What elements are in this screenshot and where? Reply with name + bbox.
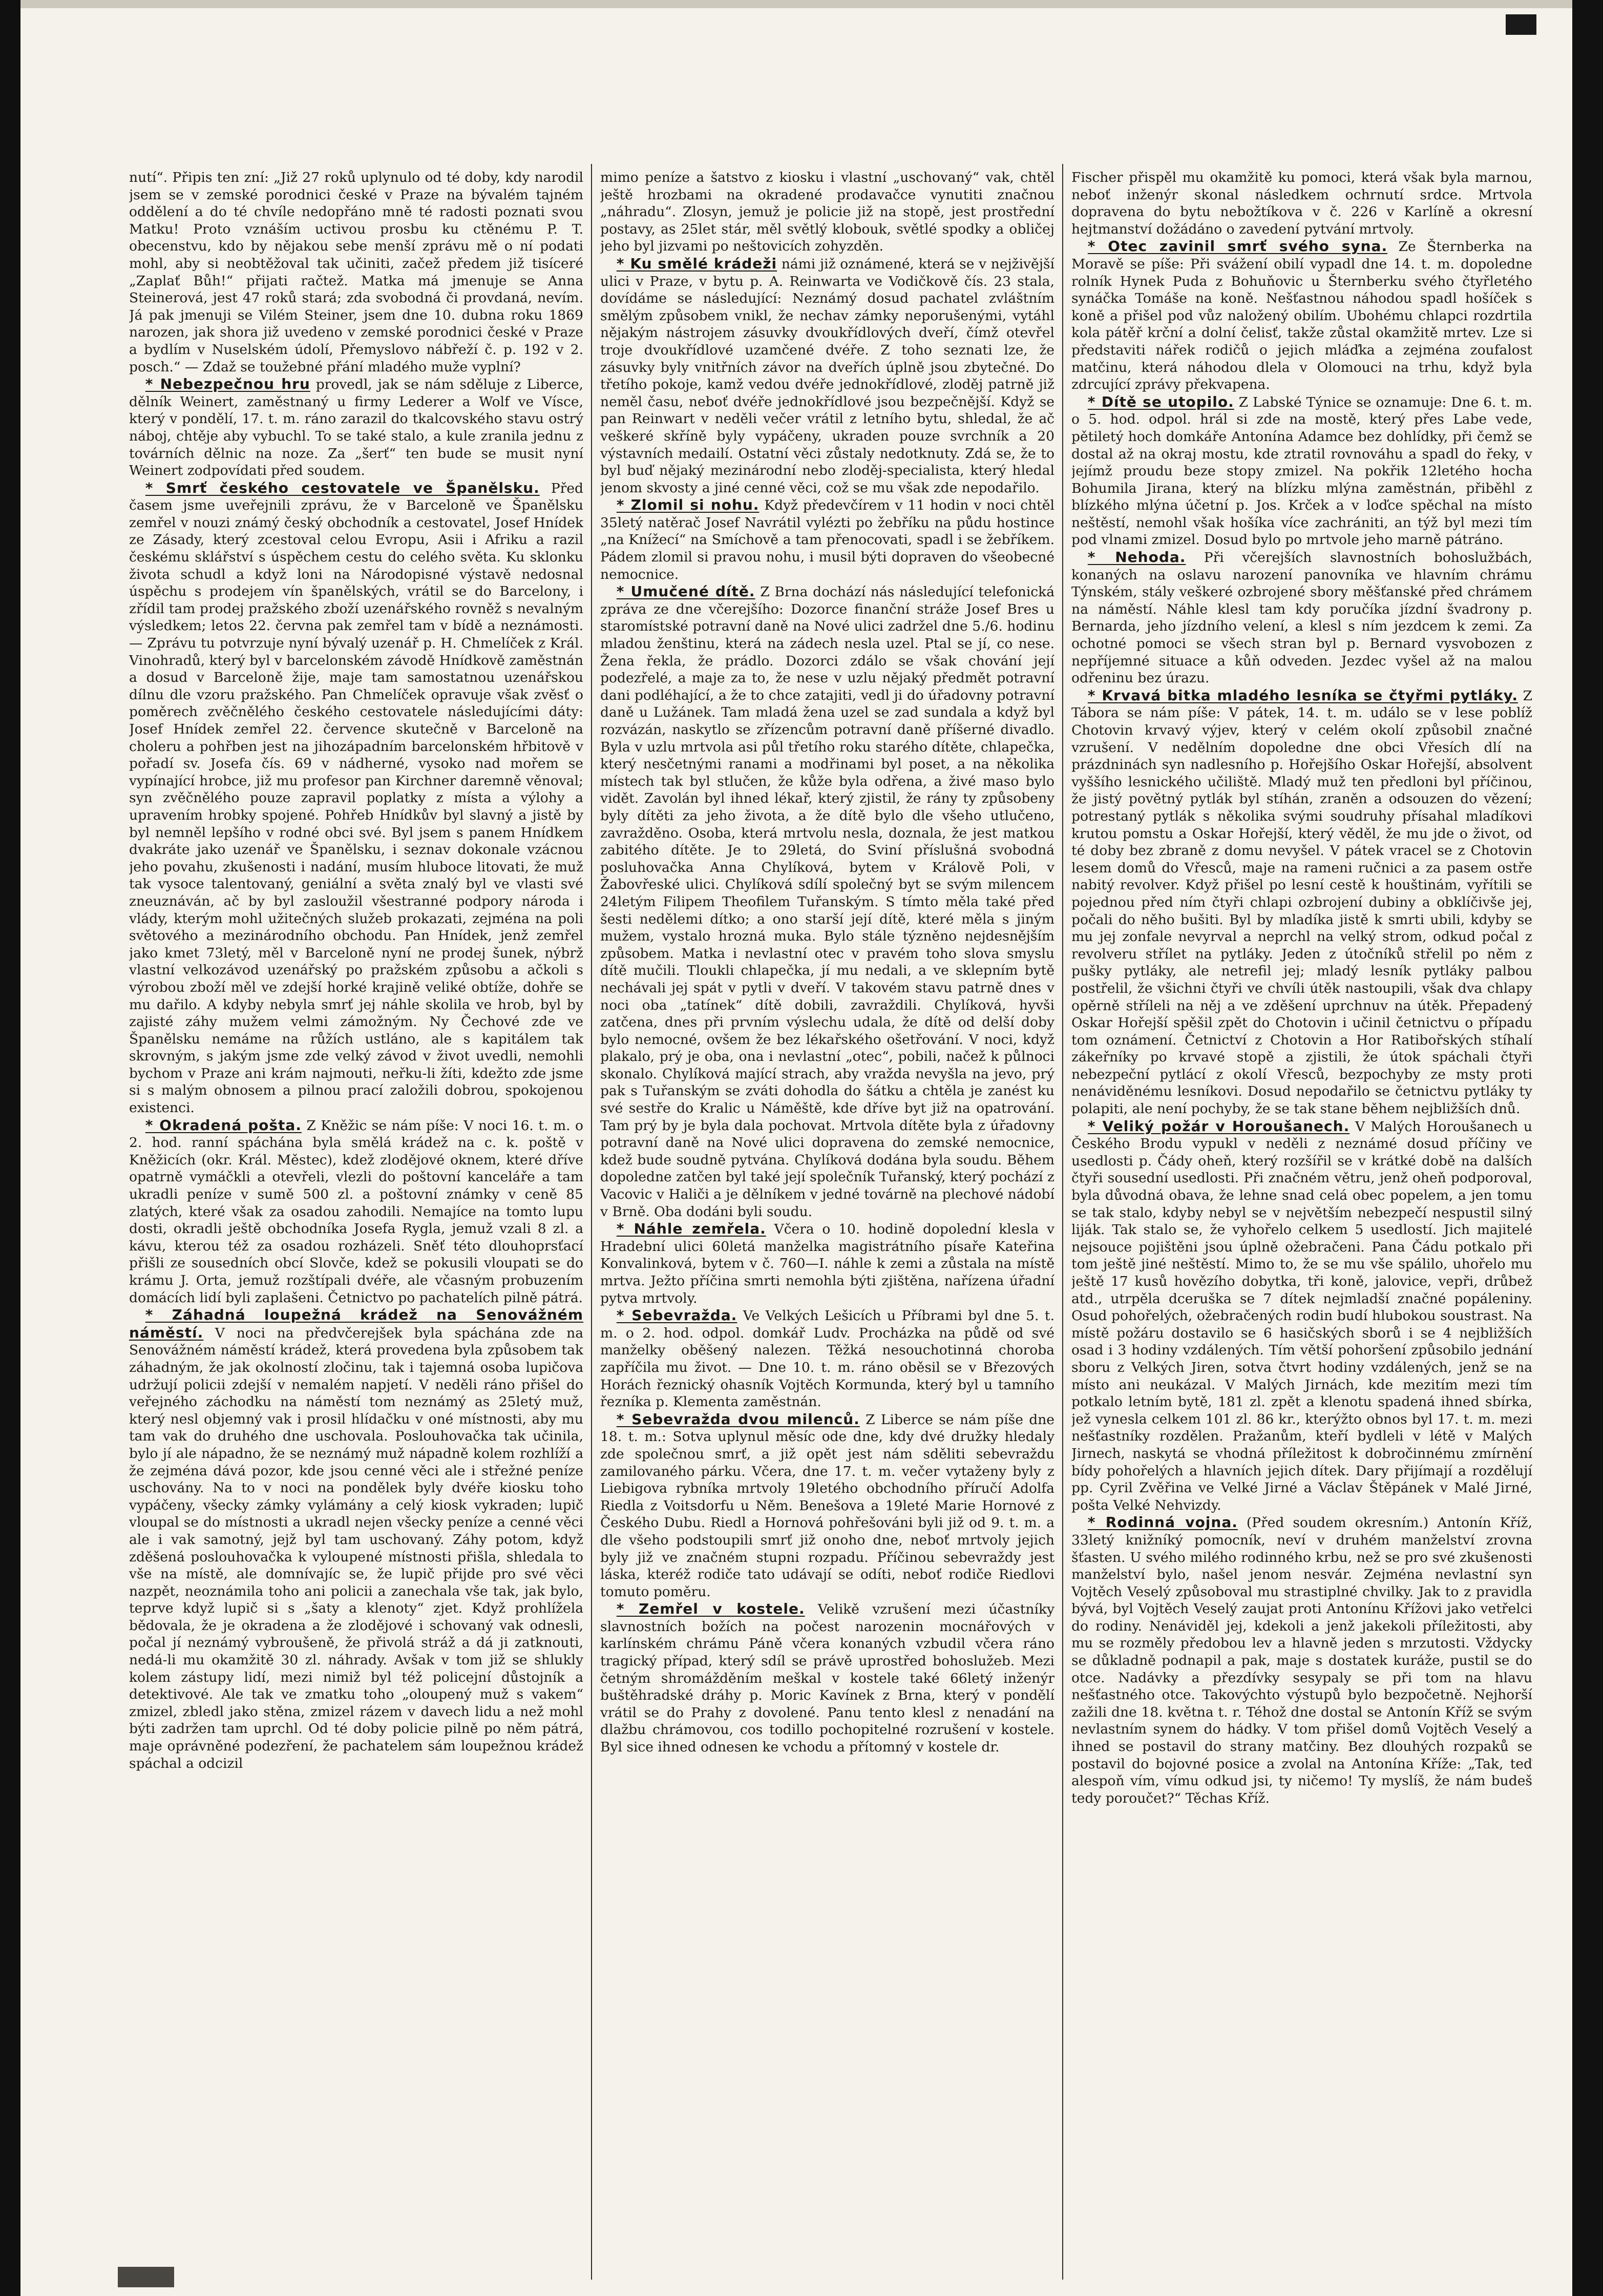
article-headline: * Rodinná vojna. [1087,1514,1238,1531]
article-body: V Malých Horoušanech u Českého Brodu vypukl v neděli z neznámé dosud příčiny ve usedlosti p. Čády oheň, který rozšířil se v krátké době na dalších čtyři sousední usedlosti. Při značném větru, jenž oheň podporoval, byla důvodná obava, že lehne snad celá obec popelem, a jen tomu se tak stalo, kdyby nebyl se v největším nebezpečí nespustil silný liják. Tak stalo se, že vyhořelo celkem 5 usedlostí. Jich majitelé nejsouce pojištěni jsou úplně ožebračeni. Pana Čádu potkalo při tom ještě jiné neštěstí. Mimo to, že se mu vše spálilo, uhořelo mu ještě 17 kusů hovězího dobytka, tři koně, jalovice, vepři, drůbež atd., utrpěla dceruška se 7 dítek nejmladší značné popáleniny. Osud pohořelých, ožebračených rodin budí hlubokou soustrast. Na místě požáru dostavilo se 6 hasičských sborů i se 4 nejbližších osad i 3 hodiny vzdálených. Tím větší pohoršení způsobilo jednání sboru z Velkých Jiren, sotva čtvrt hodiny vzdálených, jenž se na místo ani neukázal. V Malých Jirnách, kde mezitím mezi tím potkalo letním bytě, 181 zl. zpět a klenotu spadená ihned sbírka, jež vynesla celkem 101 zl. 86 kr., kterýžto obnos byl 17. t. m. mezi nešťastníky rozdělen. Pražanům, kteří bydleli v létě v Malých Jirnech, naskytá se vhodná příležitost k dobročinnému zmírnění bídy pohořelých a hlavních jejich dítek. Dary přijímají a rozdělují pp. Cyril Zvěřina ve Velké Jirné a Václav Štěpánek v Malé Jirné, pošta Velké Nehvizdy. [1071,1118,1532,1513]
article-body: Z Kněžic se nám píše: V noci 16. t. m. o 2. hod. ranní spáchána byla smělá krádež na c. k. poště v Kněžicích (okr. Král. Městec), kdež zlodějové oknem, které dříve opatrně vymáčkli a otevřeli, vlezli do poštovní kanceláře a tam ukradli peníze v sumě 500 zl. a poštovní známky v ceně 85 zlatých, které však za osadou zahodili. Nemajíce na tomto lupu dosti, okradli ještě obchodníka Josefa Rygla, jemuž vzali 8 zl. a kávu, kterou též za osadou rozházeli. Sněť této dlouhoprsťací přišli ze sousedních obcí Slovče, kdež se pokusili vloupati se do krámu J. Orta, jemuž rozštípali dvéře, ale včasným probuzením domácích lidí byli zaplašeni. Četnictvo po pachatelích pilně pátrá. [129,1117,583,1306]
article-body: Před časem jsme uveřejnili zprávu, že v Barceloně ve Španělsku zemřel v nouzi známý český obchodník a cestovatel, Josef Hnídek ze Zásady, který zcestoval celou Evropu, Asii i Afriku a razil českému sklářství s úspěchem cestu do celého světa. Ku sklonku života schudl a když loni na Národopisné výstavě nedosnal úspěchu s prodejem vín španělských, vrátil se do Barcelony, i zřídil tam prodej pražského zboží uzenářského rovněž s nevalným výsledkem; letos 22. června pak zemřel tam v bídě a neznámosti. — Zprávu tu potvrzuje nyní bývalý uzenář p. H. Chmelíček z Král. Vinohradů, který byl v barcelonském závodě Hnídkově zaměstnán a dosud v Barceloně žije, maje tam samostatnou uzenářskou dílnu dle vzoru pražského. Pan Chmelíček opravuje však zvěsť o poměrech zvěčnělého českého cestovatele následujícími dáty: Josef Hnídek zemřel 22. července skutečně v Barceloně na choleru a pohřben jest na jihozápadním barcelonském hřbitově v pořadí sv. Josefa čís. 69 v nádherné, vysoko nad mořem se vypínající hrobce, již mu profesor pan Kirchner daremně věnoval; syn zvěčnělého pouze zapravil poplatky z místa a výlohy a upravením hrobky spojené. Pohřeb Hnídkův byl slavný a jistě by byl nemněl lepšího v rodné obci své. Byl jsem s panem Hnídkem dvakráte jako uzenář ve Španělsku, i seznav dokonale vzácnou jeho povahu, zkušenosti i nadání, musím hluboce litovati, že muž tak vysoce talentovaný, geniální a světa znalý byl ve vlasti své zneuznáván, ač by byl zasloužil všestranné podpory národa i vlády, kterým mohl užitečných služeb prokazati, zejména na poli světového a mezinárodního obchodu. Pan Hnídek, jenž zemřel jako kmet 73letý, měl v Barceloně nyní ne prodej šunek, nýbrž vlastní velkozávod uzenářský po pražském způsobu a ačkoli s výrobou zboží měl ve zdejší horké krajině veliké obtíže, dohře se mu dařilo. A kdyby nebyla smrť jej náhle skolila ve hrob, byl by zajisté záhy mužem velmi zámožným. Ny Čechové zde ve Španělsku nemáme na růžích ustláno, ale s kapitálem tak skrovným, s jakým jsme zde velký závod v život uvedli, nemohli bychom v Praze ani krám najmouti, neřku-li žíti, kdežto zde jsme si s malým obnosem a pilnou prací založili dobrou, spokojenou existenci. [129,480,583,1116]
text-column-2 [600,169,1054,2280]
article [1071,169,1532,238]
article [600,496,1054,583]
article [129,169,583,375]
article-headline: * Umučené dítě. [616,583,755,600]
article-headline: * Smrť českého cestovatele ve Španělsku. [145,479,540,496]
article [1071,549,1532,687]
text-column-1 [129,169,583,2280]
article-headline: * Nehoda. [1087,549,1186,566]
article-headline: * Okradená pošta. [145,1116,302,1134]
scan-edge-top [20,0,1572,8]
text-column-3 [1071,169,1532,2280]
article [129,1117,583,1307]
article-body: Velikě vzrušení mezi účastníky slavnostních božích na počest narozenin mocnářových v karlínském chrámu Páně včera konaných vzbudil včera ráno tragický případ, který sdíl se právě uprostřed bohoslužeb. Mezi četným shromážděním meškal v kostele také 66letý inženýr buštěhradské dráhy p. Moric Kavínek z Brna, který v pondělí vrátil se do Prahy z dovolené. Panu tento klesl z nenadání na dlažbu chrámovou, cos todillo pochopitelné rozrušení v kostele. Byl sice ihned odnesen ke vchodu a přítomný v kostele dr. [600,1601,1054,1756]
article-body: (Před soudem okresním.) Antonín Kříž, 33letý knižníký pomocník, neví v druhém manželství zrovna šťasten. U svého milého rodinného krbu, než se pro své zkušenosti manželství bylo, našel jenom nesvár. Zejména nevlastní syn Vojtěch Veselý způsoboval mu strastiplné chvilky. Jak to z pravidla bývá, byl Vojtěch Veselý zaujat proti Antonínu Křížovi jako vetřelci do rodiny. Nenáviděl jej, kdekoli a jenž jakekoli příležitosti, aby mu se rozměly předobou lev a hlavně jeden s mrzutosti. Vždycky se důkladně podnapil a pak, maje s dostatek kuráže, pustil se do otce. Nadávky a přezdívky sesypaly se při tom na hlavu nešťastného otce. Takovýchto výstupů bylo bezpočetně. Nejhorší zažili dne 18. května t. r. Téhož dne dostal se Antonín Kříž se svým nevlastním synem do hádky. V tom přišel domů Vojtěch Veselý a ihned se postavil do strany matčiny. Bez dlouhých rozpaků se postavil do bojovné posice a zvolal na Antonína Kříže: „Tak, teď alespoň vím, vímu odkud jsi, ty ničemo! Ty myslíš, že nám budeš tedy poroučet?“ Těchas Kříž. [1071,1515,1532,1806]
article-body: provedl, jak se nám sděluje z Liberce, dělník Weinert, zaměstnaný u firmy Lederer a Wolf ve Vísce, který v pondělí, 17. t. m. ráno zarazil do tkalcovského stavu ostrý náboj, chtěje aby vybuchl. To se také stalo, a kule zranila jednu z továrních dělnic na noze. Za „šerť“ ten bude se musit nyní Weinert zodpovídati před soudem. [129,377,583,479]
article-body: Při včerejších slavnostních bohoslužbách, konaných na oslavu narození panovníka ve hlavním chrámu Týnském, stály veškeré ozbrojené sbory měšťanské před chrámem na náměstí. Náhle klesl tam kdy poručíka jízdní švadrony p. Bernarda, jeho jízdního velení, a klesl s ním jezdcem k zemi. Za ochotné pomoci se všech stran byl p. Bernard vysvobozen z nepříjemné situace a kůň odveden. Jezdec vyšel až na malou odřeninu bez úrazu. [1071,550,1532,686]
article [1071,238,1532,393]
article-headline: * Nebezpečnou hru [145,375,310,393]
article-headline: * Sebevražda. [616,1307,737,1324]
article [600,583,1054,1220]
article-body: Fischer přispěl mu okamžitě ku pomoci, která však byla marnou, neboť inženýr skonal následkem ochrnutí srdce. Mrtvola dopravena do bytu nebožtíkova v č. 226 v Karlíně a okresní hejtmanství dožádáno o zavedení pytvání mrtvoly. [1071,170,1532,237]
article [129,1306,583,1772]
article-headline: * Náhle zemřela. [616,1220,766,1238]
scan-edge-left [0,0,20,2296]
article [129,479,583,1117]
article-body: mimo peníze a šatstvo z kiosku i vlastní „uschovaný“ vak, chtěl ještě hrozbami na okradené prodavačce vynutiti značnou „náhradu“. Zlosyn, jemuž je policie již na stopě, jest prostřední postavy, as 25let stár, měl světlý klobouk, světlé spodky a obličej jeho byl jizvami po neštovicích zohyzděn. [600,170,1054,255]
article [1071,1118,1532,1514]
article-headline: * Zlomil si nohu. [616,496,760,514]
article-body: nutí“. Připis ten zní: „Již 27 roků uplynulo od té doby, kdy narodil jsem se v zemské porodnici české v Praze na bývalém tajném oddělení a do té chvíle nedopřáno mně té radosti poznati svou Matku! Proto vznáším uctivou prosbu ku ctěnému P. T. obecenstvu, kdo by nějakou sebe menší zprávu mě o ní podati mohl, aby si neobtěžoval tak učiniti, začež předem již tisíceré „Zaplať Bůh!“ přijati račtež. Matka má jmenuje se Anna Steinerová, jest 47 roků stará; zda svobodná či provdaná, nevím. Já pak jmenuji se Vilém Steiner, jsem dne 10. dubna roku 1869 narozen, jak shora již uvedeno v zemské porodnici české v Praze a bydlím v Nuselském údolí, Přemyslovo nábřeží č. p. 192 v 2. posch.“ — Zdaž se toužebné přání mladého muže vyplní? [129,170,583,375]
article-headline: * Záhadná loupežná krádež na Senovážném náměstí. [129,1306,583,1341]
article-headline: * Veliký požár v Horoušanech. [1087,1117,1350,1135]
article [1071,1514,1532,1807]
article-body: Ze Šternberka na Moravě se píše: Při svážení obilí vypadl dne 14. t. m. dopoledne rolník Hynek Puda z Bohuňovic u Šternberku svého čtyřletého synáčka Tomáše na koně. Nešťastnou náhodou spadl hošíček s koně a přišel pod vůz naložený obilím. Ubohému chlapci rozdrtila kola pátěř krční a dolní čelisť, takže zůstal okamžitě mrtev. Lze si představiti nářek rodičů o jejich mláďka a zejména zoufalost matčinu, která náhodou dlela v Olomouci na trhu, když byla zdrcující zprávy překvapena. [1071,239,1532,393]
article-headline: * Otec zavinil smrť svého syna. [1087,238,1388,255]
article [600,1600,1054,1756]
article-body: námi již oznámené, která se v nejživější ulici v Praze, v bytu p. A. Reinwarta ve Vodičkově čís. 23 stala, dovídáme se následující: Neznámý dosud pachatel zvláštním smělým způsobem vnikl, že nechav zámky neporušenými, vytáhl nějakým nástrojem zásuvky dvoukřídlových dveří, čímž otevřel troje dvoukřídlové uzamčené dvéře. Z toho seznati lze, že zásuvky byly vnitřních závor na dveřích úplně jsou zbytečné. Do třetího pokoje, kamž vedou dvéře jednokřídlové, zloděj patrně již neměl času, neboť dvéře jednokřídlové jsou bezpečnější. Když se pan Reinwart v neděli večer vrátil z letního bytu, shledal, že ač veškeré skříně byly vypáčeny, ukraden pouze svrchník a 20 výstavních medailí. Ostatní věci zůstaly nedotknuty. Zdá se, že to byl buď nějaký mezinárodní nebo zloděj-specialista, který hledal jenom skvosty a jiné cenné věci, což se mu však zde nepodařilo. [600,256,1054,496]
article-body: Z Liberce se nám píše dne 18. t. m.: Sotva uplynul měsíc ode dne, kdy dvé družky hledaly zde společnou smrť, a již opět jest nám sděliti sebevraždu zamilovaného párku. Včera, dne 17. t. m. večer vytaženy byly z Liebigova rybníka mrtvoly 19letého obchodního příručí Adolfa Riedla z Voitsdorfu u Něm. Benešova a 19leté Marie Hornové z Českého Dubu. Riedl a Hornová pohřešováni byli již od 9. t. m. a dle všeho podstoupili smrť již onoho dne, neboť mrtvoly jejich byly již ve značném stupni rozpadu. Příčinou sebevraždy jest láska, kteréž rodiče tato udávají se odíti, neboť rodiče Riedlovi tomuto poměru. [600,1411,1054,1600]
article [600,1220,1054,1307]
article-body: Z Brna dochází nás následující telefonická zpráva ze dne včerejšího: Dozorce finanční stráže Josef Bres u staromístské potravní daně na Nové ulici zadržel dne 5./6. hodinu mladou ženštinu, která na zádech nesla uzel. Ptal se jí, co nese. Žena řekla, že prádlo. Dozorci zdálo se však chování její podezřelé, a maje za to, že nese v uzlu nějaký předmět potravní dani podléhající, a že to chce zatajiti, vedl ji do úřadovny potravní daně u Lužánek. Tam mladá žena uzel se zad sundala a když byl rozvázán, naskytlo se zřízencům potravní daně příšerné divadlo. Byla v uzlu mrtvola asi půl třetího roku starého dítěte, chlapečka, který nesčetnými ranami a modřinami byl poset, a na několika místech tak byl stlučen, že kůže byla odřena, a živé maso bylo vidět. Zavolán byl ihned lékař, který zjistil, že rány ty způsobeny byly dítěti za jeho života, a že dítě bylo dle všeho utlučeno, zavražděno. Osoba, která mrtvolu nesla, doznala, že jest matkou zabitého dítěte. Je to 29letá, do Sviní příslušná svobodná posluhovačka Anna Chylíková, bytem v Králově Poli, v Žabovřeské ulici. Chylíková sdílí společný byt se svým milencem 24letým Filipem Theofilem Tuřanským. S tímto měla také před šesti nedělemi dítko; a ono starší její dítě, které měla s jiným mužem, vystalo hrozná muka. Bylo stále týzněno nejdesnějším způsobem. Matka i nevlastní otec v pravém toho slova smyslu dítě mučili. Tloukli chlapečka, jí mu nedali, a ve sklepním bytě nechávali jej spát v pytli v dveří. V takovém stavu patrně dnes v noci oba „tatínek“ dítě dobili, zavraždili. Chylíková, hyvši zatčena, dnes při prvním výslechu udala, že dítě od delší doby bylo nemocné, ovšem že bez lékařského ošetřování. V noci, když plakalo, prý je oba, ona i nevlastní „otec“, pobili, načež k půlnoci skonalo. Chylíková mající strach, aby vražda nevyšla na jevo, prý pak s Tuřanským se zváti dohodla do šátku a chtěla je zanést ku své sestře do Kralic u Náměště, kde dříve byt již na opatrování. Tam prý by je byla dala pochovat. Mrtvola dítěte byla z úřadovny potravní daně na Nové ulici dopravena do zemské nemocnice, kdež bude soudně pytvána. Chylíková dodána byla soudu. Během dopoledne zatčen byl také její společník Tuřanský, který pochází z Vacovic v Haliči a je dělníkem v jedné továrně na plechové nádobí v Brně. Oba dodáni byli soudu. [600,584,1054,1220]
article-body: Ve Velkých Lešicích u Příbrami byl dne 5. t. m. o 2. hod. odpol. domkář Ludv. Procházka na půdě od své manželky oběšený nalezen. Těžká nesouchotinná choroba zapříčila mu život. — Dne 10. t. m. ráno oběsil se v Březových Horách řeznický ohasník Vojtěch Kormunda, který byl u tamního řezníka p. Klementa zaměstnán. [600,1308,1054,1410]
article [1071,687,1532,1118]
column-rule [591,164,592,2280]
scan-edge-right [1572,0,1603,2296]
column-rule [1062,164,1063,2280]
article [600,255,1054,496]
article-body: Z Tábora se nám píše: V pátek, 14. t. m. událo se v lese poblíž Chotovin krvavý výjev, který v celém okolí způsobil značné vzrušení. V nedělním dopoledne dne obci Vřesích dlí na prázdninách syn nadlesního p. Hořejšího Oskar Hořejší, absolvent vyššího lesnického učiliště. Mladý muž ten předloni byl příčinou, že jistý povětný pytlák byl stíhán, zraněn a odsouzen do vězení; potrestaný pytlák s několika svými soudruhy přísahal mladíkovi krutou pomstu a Oskar Hořejší, který věděl, že mu jde o život, od té doby bez zbraně z domu nevyšel. V pátek vracel se z Chotovin lesem domů do Vřesců, maje na rameni ručnici a za pasem ostře nabitý revolver. Když přišel po lesní cestě k houštinám, vyřítili se pojednou před ním čtyři chlapi ozbrojení dubiny a obklíčivše jej, počali do něho bušiti. Byl by mladíka jistě k smrti ubili, kdyby se mu jej zonfale nevyrval a neprchl na velký strom, odkud počal z revolveru střílet na pytláky. Jeden z útočníků střelil po něm z pušky pytláky, ale netrefil jej; mladý lesník pytláky palbou postřelil, že všichni čtyři ve chvíli útěk nastoupili, však dva chlapy opěrně stříleli na něj a ve zděšení uprchnuv na útěk. Přepadený Oskar Hořejší spěšil zpět do Chotovin i učinil četnictvu o případu tom oznámení. Četnictví z Chotovin a Hor Ratibořských stíhalí zákeřníky po krvavé stopě a zjistili, že útok spáchali čtyři nebezpeční pytlácí z okolí Vřesců, bezpochyby ze msty proti nenáviděnému lesníkovi. Dosud nepodařilo se četnictvu pytláky ty polapiti, ale není pochyby, že se tak stane během nejbližších dnů. [1071,687,1532,1117]
article-body: Z Labské Týnice se oznamuje: Dne 6. t. m. o 5. hod. odpol. hrál si zde na mostě, který přes Labe vede, pětiletý hoch domkáře Antonína Adamce bez dohlídky, při čemž se dostal až na okraj mostu, kde ztratil rovnováhu a spadl do řeky, v jejímž proudu beze stopy zmizel. Na pokřik 12letého hocha Bohumila Jirana, který na blízku mlýna zaměstnán, přiběhl z blízkého mlýna účetní p. Jos. Krček a v loďce spěchal na místo neštěstí, nemohl však hošíka více zachrániti, an týž byl mezi tím pod vlnami zmizel. Dosud bylo po mrtvole jeho marně pátráno. [1071,394,1532,548]
article-headline: * Zemřel v kostele. [616,1600,805,1618]
article [600,1307,1054,1411]
article-headline: * Sebevražda dvou milenců. [616,1410,860,1428]
article-body: V noci na předvčerejšek byla spáchána zde na Senovážném náměstí krádež, která provedena byla způsobem tak záhadným, že jak okolností zločinu, tak i tajemná osoba lupičova udržují policii zdejší v nemalém napjetí. V neděli ráno přišel do veřejného záchodku na náměstí tom neznámý as 25letý muž, který nesl objemný vak i prosil hlídačku v oné místnosti, aby mu tam vak do druhého dne uschovala. Poslouhovačka tak učinila, bylo jí ale nápadno, že se neznámý muž nápadně kolem rozhlíží a že zejména dává pozor, kde jsou cenné věci ale i střežné peníze uschovány. Na to v noci na pondělek byly dvéře kiosku toho vypáčeny, všecky zámky vylámány a celý kiosk vykraden; lupič vloupal se do místnosti a ukradl nejen všecky peníze a cenné věci ale i vak samotný, jejž byl tam uschovaný. Záhy potom, když zděšená poslouhovačka k vyloupené místnosti přišla, shledala to vše na místě, ale domnívajíc se, že lupič přijde pro své věci nazpět, neoznámila toho ani policii a zanechala vše tak, jak bylo, teprve když lupič si s „šaty a klenoty“ zjet. Když prohlížela bědovala, že je okradena a že zlodějové i schovaný vak odnesli, počal jí neznámý vybroušeně, že přivolá stráž a dá ji zatknouti, nedá-li mu okamžitě 30 zl. náhrady. Avšak v tom již se shlukly kolem zástupy lidí, mezi nimiž byl též policejní důstojník a detektivové. Ale tak ve zmatku toho „oloupený muž s vakem“ zmizel, zbledl jako stěna, zmizel rázem v davech lidu a než mohl býti zadržen tam uprchl. Od té doby policie pilně po něm pátrá, maje oprávněné podezření, že pachatelem sám loupežnou krádež spáchal a odcizil [129,1325,583,1771]
article-headline: * Ku smělé krádeži [616,255,777,272]
article [129,375,583,479]
scan-corner-stain [118,2267,174,2287]
article-headline: * Krvavá bitka mladého lesníka se čtyřmi pytláky. [1087,686,1518,704]
article-headline: * Dítě se utopilo. [1087,393,1234,410]
scan-binding-mark [1506,14,1536,35]
article [600,169,1054,255]
article [600,1411,1054,1601]
article [1071,393,1532,549]
article-body: Když předevčírem v 11 hodin v noci chtěl 35letý natěrač Josef Navrátil vylézti po žebříku na půdu hostince „na Knížecí“ na Smíchově a tam přenocovati, spadl i se žebříkem. Pádem zlomil si pravou nohu, i musil býti dopraven do všeobecné nemocnice. [600,497,1054,582]
article-body: Včera o 10. hodině dopolední kleslа v Hradební ulici 60letá manželka magistrátního písaře Kateřina Konvalinková, bytem v č. 760—I. náhle k zemi a zůstala na místě mrtva. Ježto příčina smrti nemohla býti zjištěna, nařízena úřadní pytva mrtvoly. [600,1221,1054,1306]
